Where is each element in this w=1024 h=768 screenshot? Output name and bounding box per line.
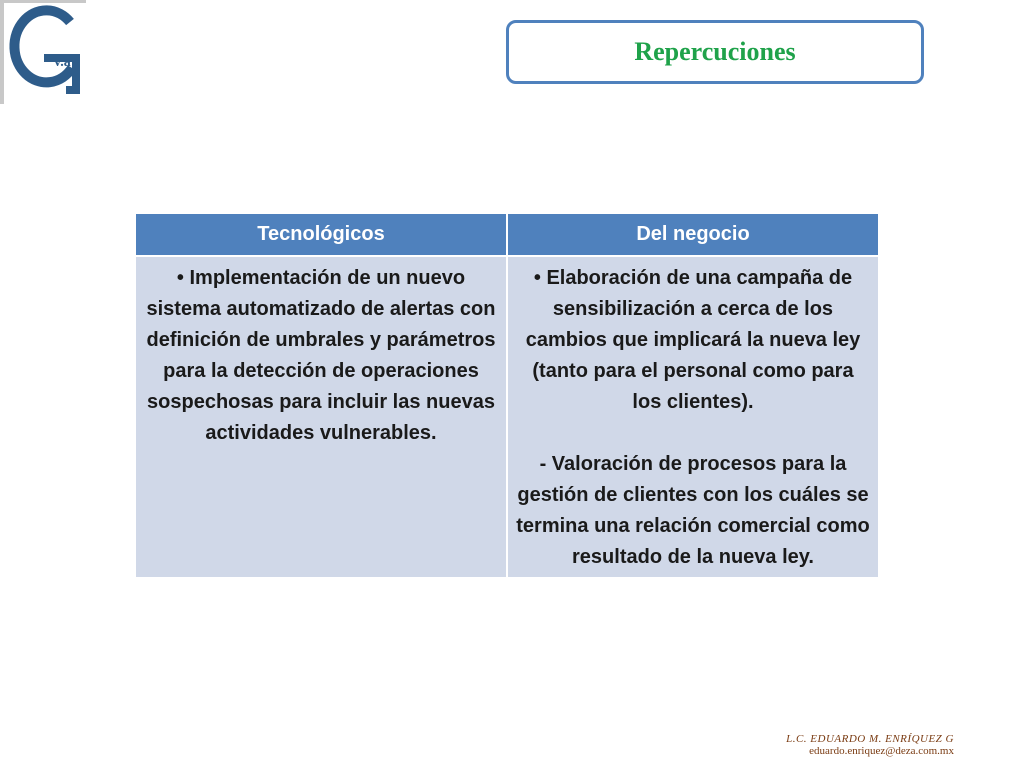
negocio-item-2: - Valoración de procesos para la gestión de clientes con los cuáles se termina una relación comercial como resultado de la nueva ley. xyxy=(516,453,870,568)
author-email: eduardo.enriquez@deza.com.mx xyxy=(809,745,954,757)
cell-del-negocio xyxy=(507,256,878,577)
table-row xyxy=(136,256,878,577)
footer xyxy=(786,733,954,757)
cell-tecnologicos xyxy=(136,256,507,577)
company-logo xyxy=(0,0,201,201)
negocio-item-1: • Elaboración de una campaña de sensibilización a cerca de los cambios que implicará la nueva ley (tanto para el personal como para los clientes). xyxy=(525,267,861,413)
title-box xyxy=(506,20,924,84)
repercussions-table xyxy=(136,214,878,577)
table-header-row xyxy=(136,214,878,256)
header-del-negocio: Del negocio xyxy=(507,214,878,256)
author-name: L.C. EDUARDO M. ENRÍQUEZ G xyxy=(786,733,954,745)
tecnologicos-item-1: • Implementación de un nuevo sistema automatizado de alertas con definición de umbrales y parámetros para la detección de operaciones sospechosas para incluir las nuevas actividades vulnerables. xyxy=(146,267,496,444)
header-tecnologicos: Tecnológicos xyxy=(136,214,507,256)
slide-title: Repercuciones xyxy=(634,37,796,66)
logo-subscript: v.a xyxy=(54,55,71,70)
logo-letter: G xyxy=(200,200,201,201)
